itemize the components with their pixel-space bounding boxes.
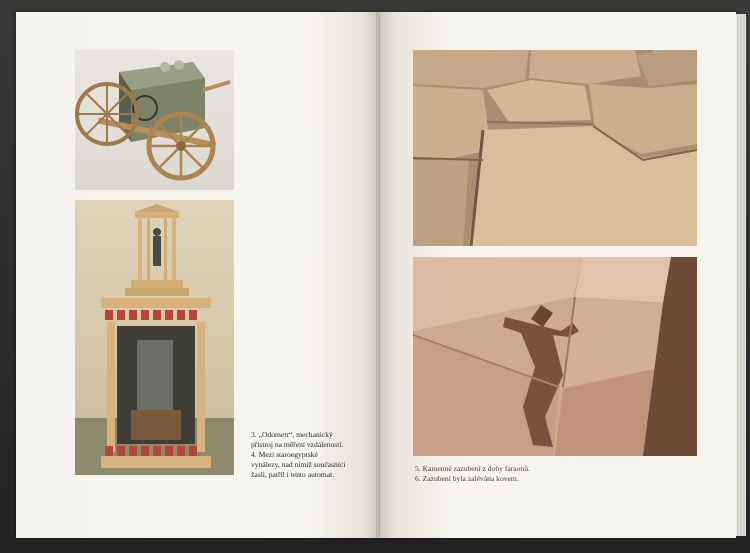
stone-joint-photo <box>413 50 697 246</box>
automaton-photo <box>75 200 234 475</box>
left-caption: 3. „Odometr“, mechanický přístroj na měření vzdáleností. 4. Mezi staroegyptské vynálezy, nad nimiž současníci žasli, patřil i tento automat. <box>251 430 346 479</box>
metal-joint-photo <box>413 257 697 456</box>
page-edges <box>736 14 746 536</box>
right-page <box>380 12 736 538</box>
right-caption: 5. Kamenné zazubení z doby faraonů. 6. Zazubení byla zalévána kovem. <box>415 464 530 483</box>
left-page <box>16 12 378 538</box>
odometer-photo <box>75 50 234 190</box>
